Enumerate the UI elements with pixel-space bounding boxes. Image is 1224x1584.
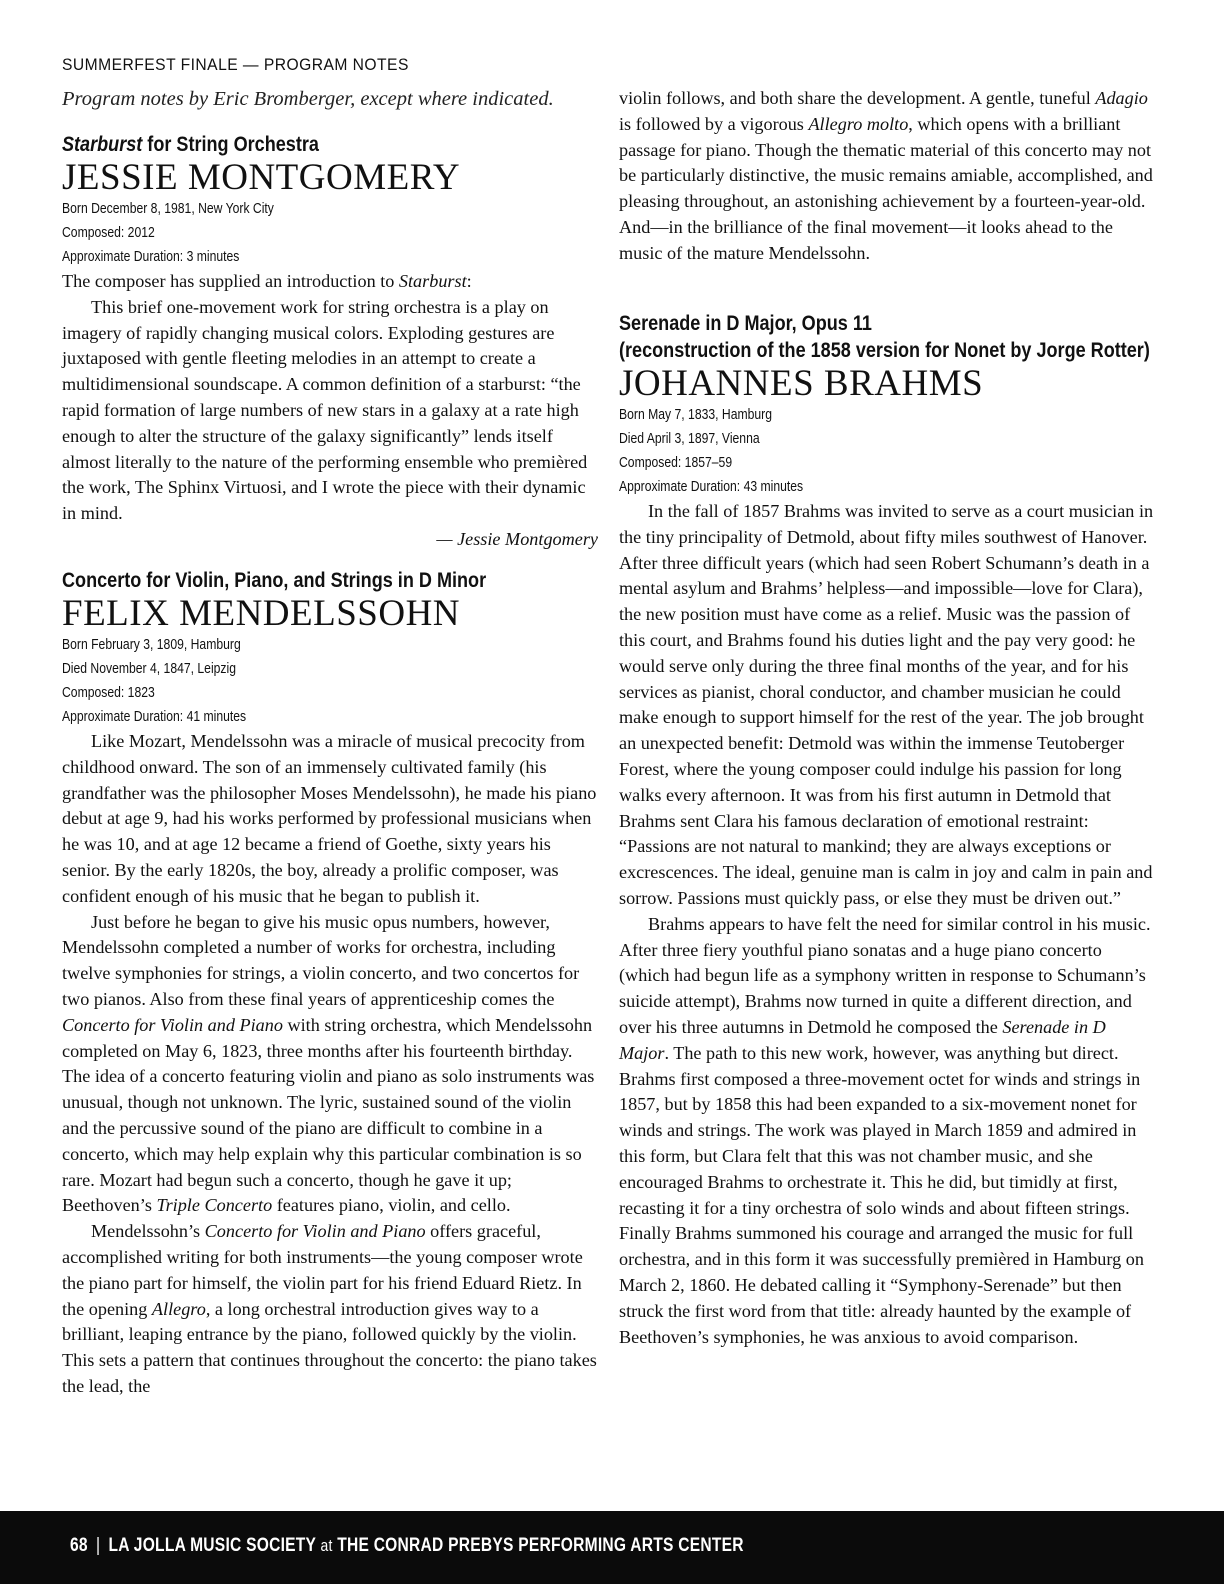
piece-title bbox=[62, 131, 523, 158]
attribution: — Jessie Montgomery bbox=[436, 528, 598, 549]
paragraph bbox=[62, 910, 598, 1220]
intro-paragraph bbox=[62, 269, 598, 295]
piece-title-rest: for String Orchestra bbox=[142, 133, 319, 156]
paragraph-start bbox=[62, 1219, 598, 1400]
footer-separator: | bbox=[96, 1535, 101, 1556]
composer-born: Born May 7, 1833, Hamburg bbox=[619, 407, 773, 423]
text-run: , a long orchestral introduction gives way to a brilliant, leaping entrance by the piano, followed quickly by the violin. This sets a pattern that continues throughout the concerto: the piano takes the lead, the bbox=[62, 1298, 597, 1396]
text-run: Just before he began to give his music opus numbers, however, Mendelssohn completed a number of works for orchestra, including twelve symphonies for strings, a violin concerto, and two concertos for two pianos. Also from these final years of apprenticeship comes the bbox=[62, 911, 580, 1009]
footer-venue: THE CONRAD PREBYS PERFORMING ARTS CENTER bbox=[337, 1535, 744, 1556]
piece-notes bbox=[62, 269, 598, 553]
composed-year: Composed: 2012 bbox=[62, 225, 155, 241]
composed-year: Composed: 1857–59 bbox=[619, 455, 733, 471]
intro-text: The composer has supplied an introduction to bbox=[62, 271, 399, 291]
paragraph bbox=[619, 912, 1155, 1351]
intro-end: : bbox=[466, 271, 472, 291]
piece-brahms bbox=[619, 310, 1155, 1350]
text-run: Mendelssohn’s bbox=[91, 1221, 205, 1242]
paragraph: Like Mozart, Mendelssohn was a miracle of musical precocity from childhood onward. The son of an immensely cultivated family (his grandfather was the philosopher Moses Mendelssohn), he made his piano debut at age 9, had his works performed by professional musicians when he was 10, and at age 12 became a friend of Goethe, sixty years his senior. By the early 1820s, the boy, already a prolific composer, was confident enough of his music that he began to publish it. bbox=[62, 731, 597, 906]
piece-notes bbox=[619, 499, 1155, 1350]
running-head: SUMMERFEST FINALE — PROGRAM NOTES bbox=[62, 55, 409, 74]
composer-died: Died November 4, 1847, Leipzig bbox=[62, 661, 237, 677]
page-number: 68 bbox=[70, 1535, 88, 1556]
text-run: violin follows, and both share the development. A gentle, tuneful bbox=[619, 88, 1096, 108]
text-run: features piano, violin, and cello. bbox=[272, 1195, 511, 1216]
footer-bar bbox=[0, 1511, 1224, 1584]
paragraph: In the fall of 1857 Brahms was invited to serve as a court musician in the tiny principality of Detmold, about fifty miles southwest of Hanover. After three difficult years (which had seen Robert Schumann’s death in a mental asylum and Brahms’ helpless—and impossible—love for Clara), the new position must have come as a relief. Music was the passion of this court, and Brahms found his duties light and the pay very good: he would serve only during the three final months of the year, and for his services as pianist, choral conductor, and chamber musician he could make enough to support himself for the rest of the year. The job brought an unexpected benefit: Detmold was within the immense Teutoberger Forest, where the young composer could indulge his passion for long walks every afternoon. It was from his first autumn in Detmold that Brahms sent Clara his famous declaration of emotional restraint: “Passions are not natural to mankind; they are always exceptions or excrescences. The ideal, genuine man is calm in joy and calm in pain and sorrow. Passions must quickly pass, or else they must be driven out.” bbox=[619, 501, 1154, 908]
work-title: Concerto for Violin and Piano bbox=[62, 1014, 283, 1035]
composer-name: JESSIE MONTGOMERY bbox=[62, 157, 461, 198]
piece-title-italic: Starburst bbox=[62, 133, 143, 156]
composer-died: Died April 3, 1897, Vienna bbox=[619, 431, 760, 447]
footer-text bbox=[70, 1535, 744, 1557]
work-title: Serenade in D Major bbox=[619, 1016, 1106, 1063]
quote-paragraph: This brief one-movement work for string orchestra is a play on imagery of rapidly changing musical colors. Exploding gestures are juxtaposed with gentle fleeting melodies in an attempt to create a multidimensional soundscape. A common definition of a starburst: “the rapid formation of large numbers of new stars in a galaxy at a rate high enough to alter the structure of the galaxy significantly” lends itself almost literally to the nature of the performing ensemble who premièred the work, The Sphinx Virtuosi, and I wrote the piece with their dynamic in mind. bbox=[62, 296, 588, 524]
work-title: Triple Concerto bbox=[156, 1195, 273, 1216]
piece-mendelssohn bbox=[62, 567, 598, 1400]
composer-name: JOHANNES BRAHMS bbox=[619, 363, 984, 404]
composer-born: Born February 3, 1809, Hamburg bbox=[62, 637, 241, 653]
text-run: with string orchestra, which Mendelssohn completed on May 6, 1823, three months after his fourteenth birthday. The idea of a concerto featuring violin and piano as solo instruments was unusual, though not unknown. The lyric, sustained sound of the violin and the percussive sound of the piano are difficult to combine in a concerto, which may help explain why this particular combination is so rare. Mozart had begun such a concerto, though he gave it up; Beethoven’s bbox=[62, 1014, 595, 1216]
approximate-duration: Approximate Duration: 43 minutes bbox=[619, 479, 804, 495]
text-run: . The path to this new work, however, was anything but direct. Brahms first composed a three-movement octet for winds and strings in 1857, but by 1858 this had been expanded to a six-movement nonet for winds and strings. The work was played in March 1859 and admired in this form, but Clara felt that this was not chamber music, and she encouraged Brahms to orchestrate it. This he did, but timidly at first, recasting it for a tiny orchestra of solo winds and about fifteen strings. Finally Brahms summoned his courage and arranged the music for full orchestra, and in this form it was successfully premièred in Hamburg on March 2, 1860. He debated calling it “Symphony-Serenade” but then struck the first word from that title: already haunted by the example of Beethoven’s symphonies, he was anxious to avoid comparison. bbox=[619, 1042, 1144, 1347]
intro-italic: Starburst bbox=[398, 271, 467, 291]
piece-title-line2: (reconstruction of the 1858 version for Nonet by Jorge Rotter) bbox=[619, 339, 1150, 362]
composer-born: Born December 8, 1981, New York City bbox=[62, 201, 274, 217]
piece-starburst bbox=[62, 131, 598, 553]
text-run: is followed by a vigorous bbox=[619, 113, 809, 134]
tempo-marking: Allegro molto bbox=[808, 113, 909, 134]
tempo-marking: Adagio bbox=[1095, 88, 1148, 108]
footer-org: LA JOLLA MUSIC SOCIETY bbox=[108, 1535, 316, 1556]
paragraph-continuation bbox=[619, 86, 1155, 267]
paragraph-continued bbox=[619, 86, 1155, 267]
text-run: Brahms appears to have felt the need for similar control in his music. After three fiery youthful piano sonatas and a huge piano concerto (which had begun life as a symphony written in response to Schumann’s suicide attempt), Brahms now turned in quite a different direction, and over his three autumns in Detmold he composed the bbox=[619, 913, 1151, 1037]
composer-name: FELIX MENDELSSOHN bbox=[62, 593, 461, 634]
text-run: , which opens with a brilliant passage for piano. Though the thematic material of this concerto may not be particularly distinctive, the music remains amiable, accomplished, and pleasing throughout, an astonishing achievement by a fourteen-year-old. And—in the brilliance of the final movement—it looks ahead to the music of the mature Mendelssohn. bbox=[619, 113, 1153, 263]
footer-at: at bbox=[320, 1536, 333, 1555]
composed-year: Composed: 1823 bbox=[62, 685, 155, 701]
tempo-marking: Allegro bbox=[151, 1298, 206, 1319]
byline: Program notes by Eric Bromberger, except where indicated. bbox=[62, 88, 554, 110]
approximate-duration: Approximate Duration: 3 minutes bbox=[62, 249, 240, 265]
text-run: offers graceful, accomplished writing for both instruments—the young composer wrote the piano part for himself, the violin part for his friend Eduard Rietz. In the opening bbox=[62, 1221, 583, 1319]
piece-notes bbox=[62, 729, 598, 1400]
piece-title: Concerto for Violin, Piano, and Strings in D Minor bbox=[62, 569, 487, 592]
approximate-duration: Approximate Duration: 41 minutes bbox=[62, 709, 247, 725]
work-title: Concerto for Violin and Piano bbox=[204, 1221, 426, 1242]
piece-title-line1: Serenade in D Major, Opus 11 bbox=[619, 312, 872, 335]
